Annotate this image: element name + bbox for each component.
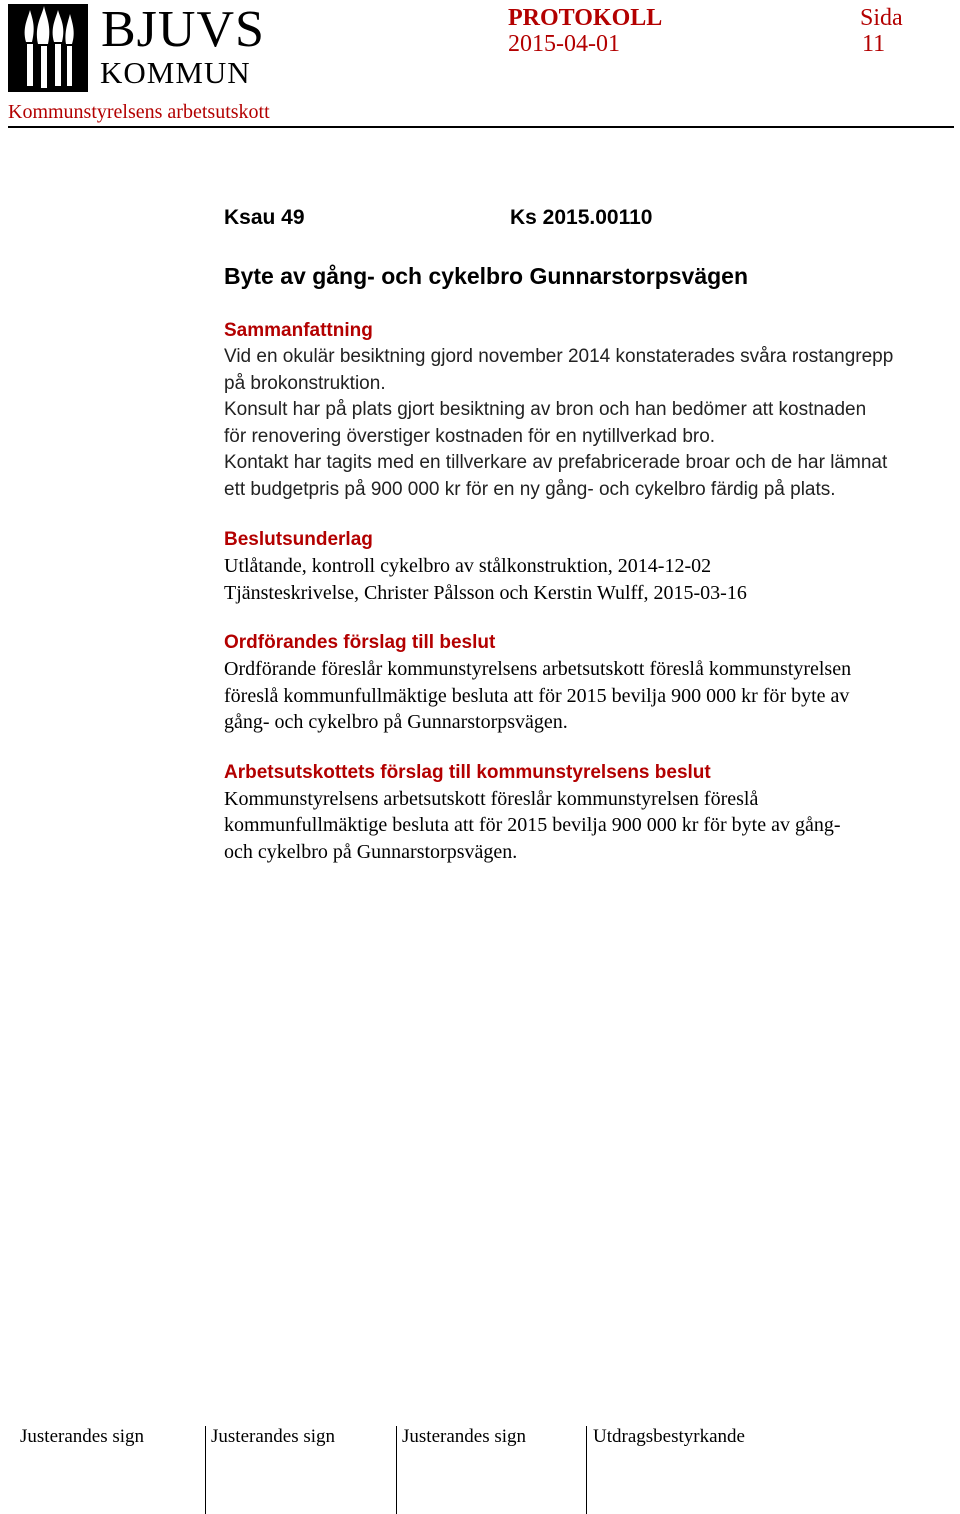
paragraph-line: för renovering överstiger kostnaden för en nytillverkad bro. (224, 425, 716, 447)
signature-footer (0, 1418, 960, 1514)
page-number: 11 (862, 31, 886, 57)
signature-field-label: Justerandes sign (402, 1426, 527, 1447)
section-sammanfattning (224, 318, 954, 503)
section-heading: Arbetsutskottets förslag till kommunstyrelsens beslut (224, 761, 711, 783)
paragraph-line: kommunfullmäktige besluta att för 2015 bevilja 900 000 kr för byte av gång- (224, 814, 841, 836)
paragraph-line: Kontakt har tagits med en tillverkare av prefabricerade broar och de har lämnat (224, 452, 888, 473)
bjuvs-kommun-logo (8, 1, 265, 94)
attestation-field-label: Utdragsbestyrkande (593, 1426, 745, 1447)
signature-divider (396, 1426, 397, 1514)
paragraph-line: Ordförande föreslår kommunstyrelsens arbetsutskott föreslå kommunstyrelsen (224, 658, 852, 680)
ks-number: Ks 2015.00110 (510, 206, 653, 229)
paragraph-line: på brokonstruktion. (224, 372, 386, 394)
section-arbetsutskottets-forslag (224, 760, 954, 866)
paragraph-line: Vid en okulär besiktning gjord november 2014 konstaterades svåra rostangrepp (224, 346, 894, 367)
section-heading: Beslutsunderlag (224, 529, 373, 550)
section-heading: Sammanfattning (224, 320, 373, 341)
document-body (224, 204, 954, 865)
paragraph-line: Kommunstyrelsens arbetsutskott föreslår kommunstyrelsen föreslå (224, 787, 759, 810)
header-divider (8, 126, 954, 128)
paragraph-line: Konsult har på plats gjort besiktning av bron och han bedömer att kostnaden (224, 399, 867, 420)
organization-name: Kommunstyrelsens arbetsutskott (8, 101, 270, 123)
case-reference (224, 204, 954, 234)
signature-field-label: Justerandes sign (211, 1426, 336, 1447)
signature-field-label: Justerandes sign (20, 1426, 145, 1447)
document-type: PROTOKOLL (508, 5, 663, 31)
section-heading: Ordförandes förslag till beslut (224, 632, 496, 653)
paragraph-line: Utlåtande, kontroll cykelbro av stålkonstruktion, 2014-12-02 (224, 555, 712, 577)
section-beslutsunderlag (224, 527, 954, 606)
paragraph-line: ett budgetpris på 900 000 kr för en ny gång- och cykelbro färdig på plats. (224, 478, 836, 500)
paragraph-line: föreslå kommunfullmäktige besluta att för 2015 bevilja 900 000 kr för byte av (224, 684, 850, 707)
document-date: 2015-04-01 (508, 31, 620, 57)
logo-text-bjuvs: BJUVS (101, 1, 265, 58)
ksau-number: Ksau 49 (224, 206, 305, 229)
logo-text-kommun: KOMMUN (100, 55, 251, 90)
torch-emblem-icon (8, 4, 88, 94)
paragraph-line: Tjänsteskrivelse, Christer Pålsson och Kerstin Wulff, 2015-03-16 (224, 581, 747, 604)
section-ordforandes-forslag (224, 630, 954, 736)
paragraph-line: och cykelbro på Gunnarstorpsvägen. (224, 840, 518, 863)
paragraph-line: gång- och cykelbro på Gunnarstorpsvägen. (224, 711, 568, 733)
case-title: Byte av gång- och cykelbro Gunnarstorpsvägen (224, 263, 749, 289)
page-label: Sida (860, 5, 903, 31)
signature-divider (586, 1426, 587, 1514)
signature-divider (205, 1426, 206, 1514)
